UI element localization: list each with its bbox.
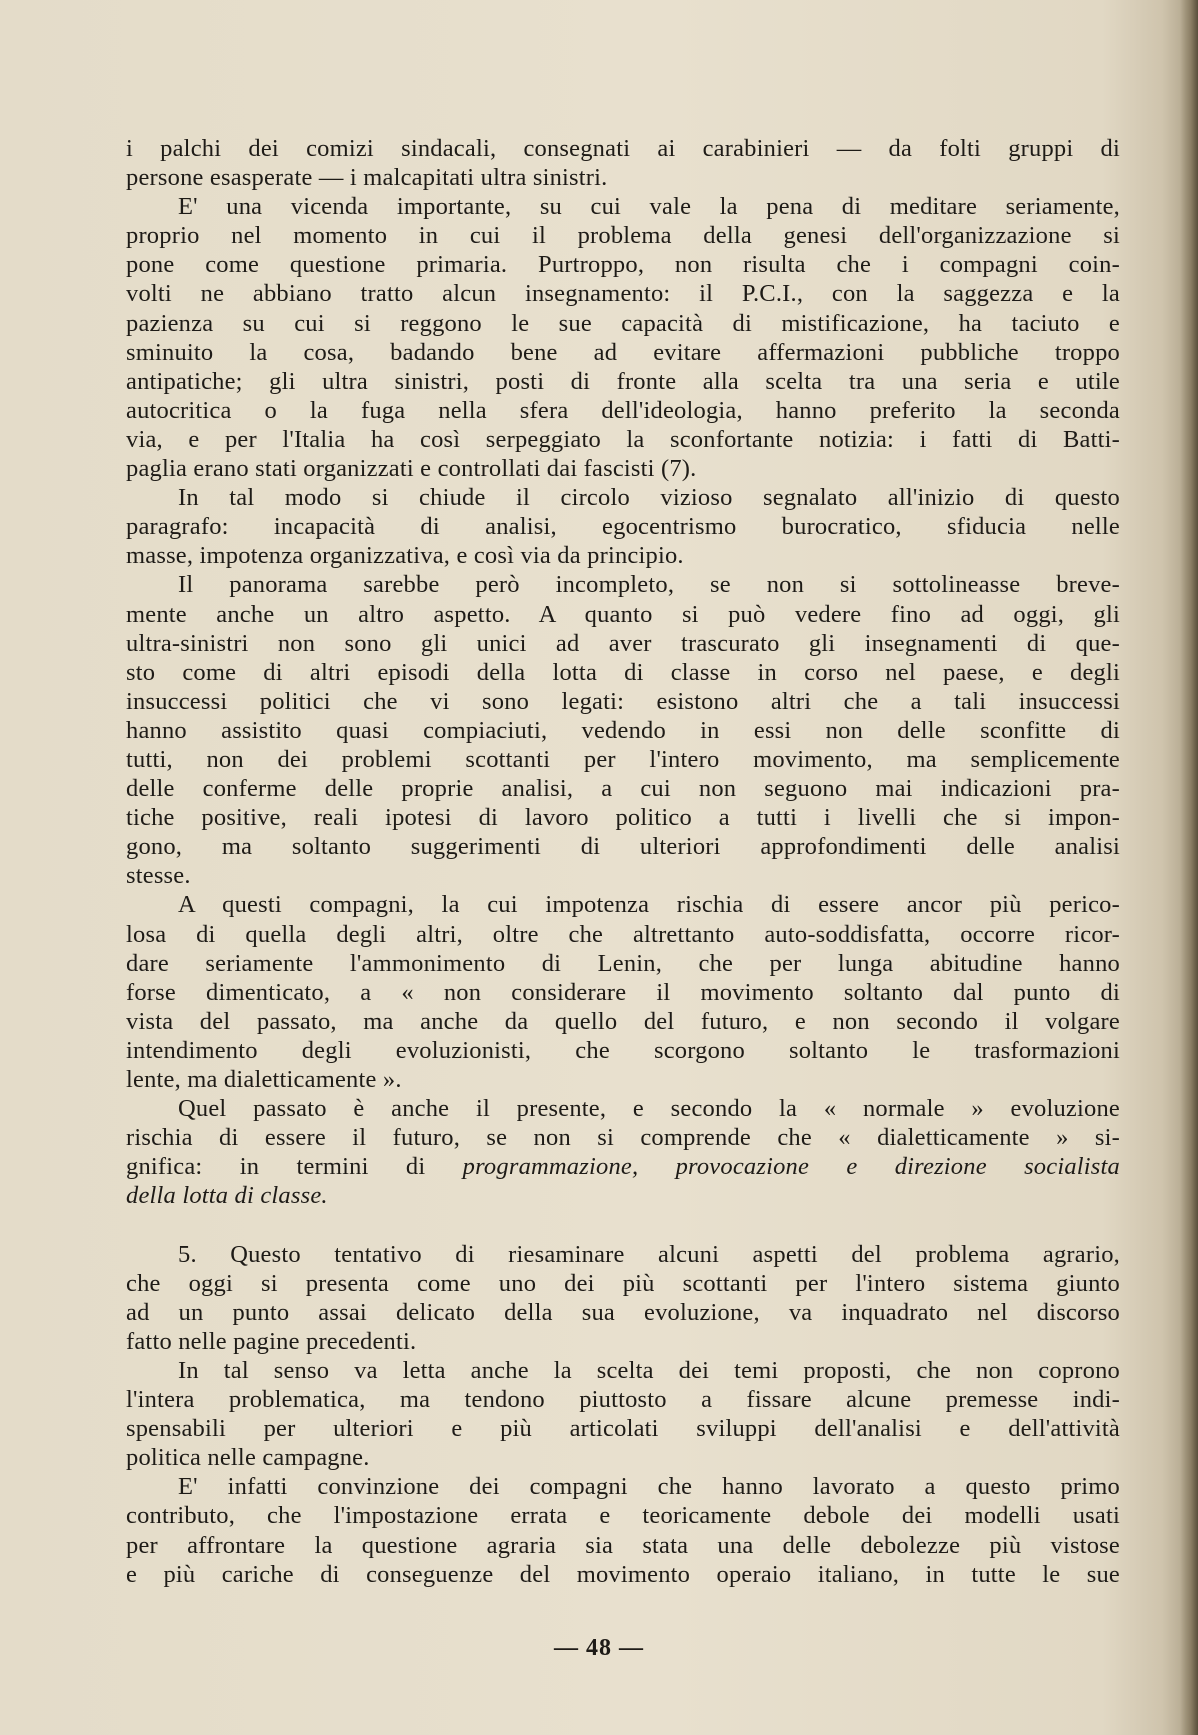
text-line: intendimento degli evoluzionisti, che scorgono soltanto le trasformazioni [126,1036,1120,1064]
text-line: tiche positive, reali ipotesi di lavoro politico a tutti i livelli che si impon- [126,804,1120,832]
text-line: della lotta di classe. [126,1182,328,1210]
page-number: — 48 — [554,1635,644,1661]
text-line: insuccessi politici che vi sono legati: esistono altri che a tali insuccessi [126,687,1120,715]
text-line: Il panorama sarebbe però incompleto, se non si sottolineasse breve- [178,571,1120,599]
text-line: spensabili per ulteriori e più articolati sviluppi dell'analisi e dell'attività [126,1415,1120,1443]
text-line: pone come questione primaria. Purtroppo, non risulta che i compagni coin- [126,251,1120,279]
text-line: mente anche un altro aspetto. A quanto si può vedere fino ad oggi, gli [126,600,1120,628]
text-line: volti ne abbiano tratto alcun insegnamento: il P.C.I., con la saggezza e la [126,280,1120,308]
text-line: fatto nelle pagine precedenti. [126,1327,417,1355]
text-line: In tal modo si chiude il circolo vizioso segnalato all'inizio di questo [178,484,1120,512]
text-line: In tal senso va letta anche la scelta dei temi proposti, che non coprono [178,1356,1120,1384]
text-line: paragrafo: incapacità di analisi, egocentrismo burocratico, sfiducia nelle [126,513,1120,541]
text-line: sto come di altri episodi della lotta di classe in corso nel paese, e degli [126,658,1120,686]
text-line: dare seriamente l'ammonimento di Lenin, che per lunga abitudine hanno [126,949,1120,977]
text-line: A questi compagni, la cui impotenza rischia di essere ancor più perico- [178,891,1120,919]
text-line: paglia erano stati organizzati e controllati dai fascisti (7). [126,455,697,483]
section-spacer [126,1210,1120,1239]
text-line: E' infatti convinzione dei compagni che hanno lavorato a questo primo [178,1473,1120,1501]
text-line: antipatiche; gli ultra sinistri, posti di fronte alla scelta tra una seria e utile [126,367,1120,395]
text-line: via, e per l'Italia ha così serpeggiato la sconfortante notizia: i fatti di Batti- [126,425,1120,453]
text-line: che oggi si presenta come uno dei più scottanti per l'intero sistema giunto [126,1269,1120,1297]
text-line: i palchi dei comizi sindacali, consegnati ai carabinieri — da folti gruppi di [126,135,1120,162]
text-line: politica nelle campagne. [126,1444,370,1472]
text-line: delle conferme delle proprie analisi, a cui non seguono mai indicazioni pra- [126,775,1120,803]
text-line: masse, impotenza organizzativa, e così via da principio. [126,542,684,570]
body-text [126,134,1120,1589]
text-line: E' una vicenda importante, su cui vale la pena di meditare seriamente, [178,193,1120,221]
page-edge-shadow [1180,0,1198,1735]
text-line: vista del passato, ma anche da quello del futuro, e non secondo il volgare [126,1007,1120,1035]
text-line: l'intera problematica, ma tendono piuttosto a fissare alcune premesse indi- [126,1386,1120,1414]
text-line: hanno assistito quasi compiaciuti, vedendo in essi non delle sconfitte di [126,716,1120,744]
text-line: lente, ma dialetticamente ». [126,1066,402,1093]
text-line: sminuito la cosa, badando bene ad evitare affermazioni pubbliche troppo [126,338,1120,366]
text-line: rischia di essere il futuro, se non si comprende che « dialetticamente » si- [126,1124,1120,1152]
text-line: stesse. [126,862,191,890]
text-segment: gnifica: in termini di [126,1153,463,1181]
italic-text-segment: programmazione, provocazione e direzione socialista [462,1153,1120,1181]
text-line: tutti, non dei problemi scottanti per l'intero movimento, ma semplicemente [126,745,1120,773]
text-line: ultra-sinistri non sono gli unici ad aver trascurato gli insegnamenti di que- [126,629,1120,657]
text-line: contributo, che l'impostazione errata e teoricamente debole dei modelli usati [126,1502,1120,1530]
text-line: 5. Questo tentativo di riesaminare alcuni aspetti del problema agrario, [178,1240,1120,1268]
text-line: e più cariche di conseguenze del movimento operaio italiano, in tutte le sue [126,1560,1120,1588]
text-line: ad un punto assai delicato della sua evoluzione, va inquadrato nel discorso [126,1298,1120,1326]
text-line: persone esasperate — i malcapitati ultra sinistri. [126,164,608,192]
text-line: Quel passato è anche il presente, e secondo la « normale » evoluzione [178,1095,1120,1123]
text-line: losa di quella degli altri, oltre che altrettanto auto-soddisfatta, occorre ricor- [126,920,1120,948]
text-line: forse dimenticato, a « non considerare il movimento soltanto dal punto di [126,978,1120,1006]
text-line-mixed [126,1152,1120,1181]
text-line: autocritica o la fuga nella sfera dell'ideologia, hanno preferito la seconda [126,396,1120,424]
text-line: pazienza su cui si reggono le sue capacità di mistificazione, ha taciuto e [126,309,1120,337]
text-line: proprio nel momento in cui il problema della genesi dell'organizzazione si [126,222,1120,250]
text-line: gono, ma soltanto suggerimenti di ulteriori approfondimenti delle analisi [126,833,1120,861]
text-line: per affrontare la questione agraria sia stata una delle debolezze più vistose [126,1531,1120,1559]
